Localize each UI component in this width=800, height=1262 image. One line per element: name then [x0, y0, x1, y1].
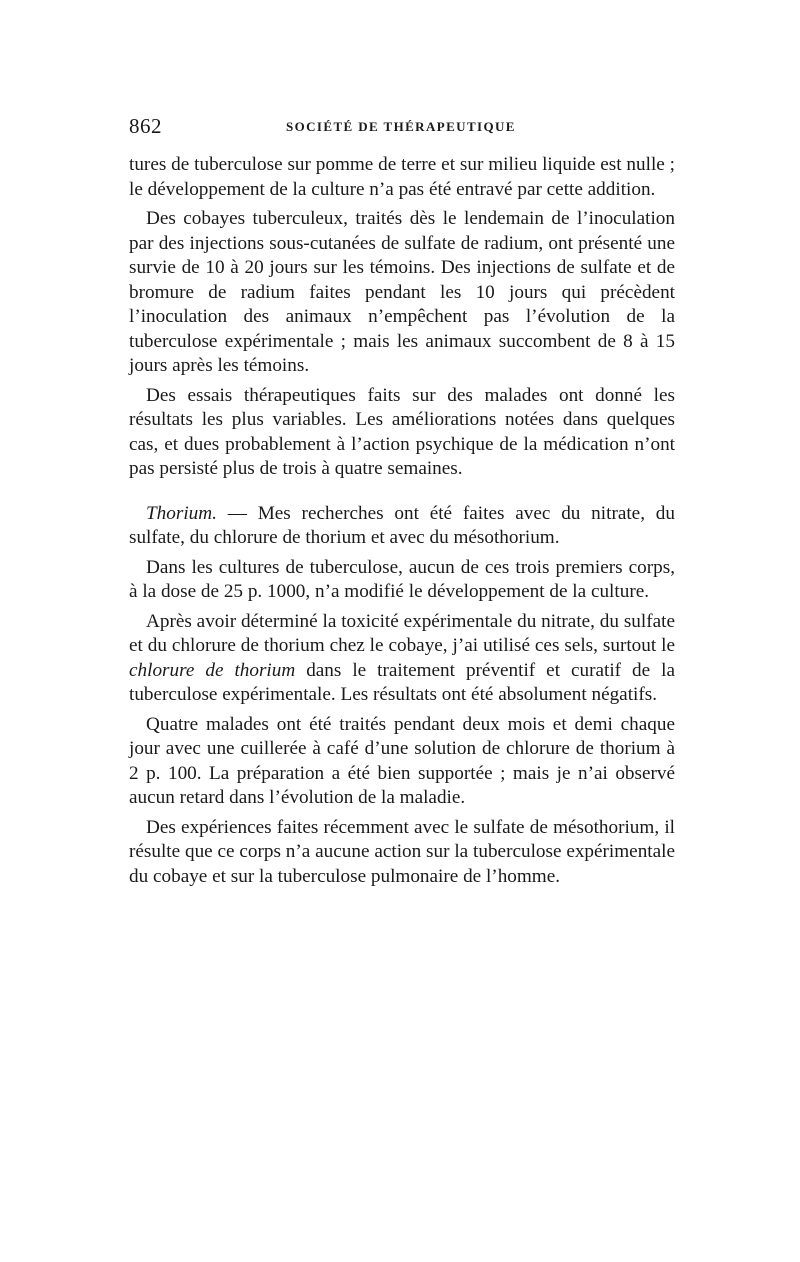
page-header: [129, 114, 675, 138]
paragraph-mesothorium: [129, 816, 675, 890]
paragraph-text: dans le traitement préventif et curatif de la tuberculose expérimentale. Les résultats ont été absolument négatifs.: [129, 659, 675, 705]
page-number: 862: [129, 114, 162, 138]
paragraph-radium-cobayes: [129, 207, 675, 379]
paragraph-text: Des essais thérapeutiques faits sur des malades ont donné les résultats les plus variables. Les améliorations notées dans quelques cas, et dues probablement à l’action psychique de la médication n’ont pas persisté plus de trois à quatre semaines.: [129, 384, 675, 479]
paragraph-thorium-intro: [129, 502, 675, 551]
paragraph-culture-continuation: [129, 153, 675, 202]
italic-term: chlorure de thorium: [129, 659, 296, 681]
section-heading-thorium: Thorium.: [146, 502, 217, 524]
paragraph-text: Quatre malades ont été traités pendant deux mois et demi chaque jour avec une cuillerée à café d’une solution de chlorure de thorium à 2 p. 100. La préparation a été bien supportée ; mais je n’ai observé aucun retard dans l’évolution de la maladie.: [129, 713, 675, 808]
paragraph-text: Après avoir déterminé la toxicité expérimentale du nitrate, du sulfate et du chlorure de thorium chez le cobaye, j’ai utilisé ces sels, surtout le: [129, 610, 675, 656]
paragraph-text: — Mes recherches ont été faites avec du nitrate, du sulfate, du chlorure de thorium et avec du mésothorium.: [129, 502, 675, 548]
running-title: SOCIÉTÉ DE THÉRAPEUTIQUE: [286, 119, 516, 134]
body-text: [129, 153, 675, 889]
paragraph-text: Des expériences faites récemment avec le sulfate de mésothorium, il résulte que ce corps n’a aucune action sur la tuberculose expérimentale du cobaye et sur la tuberculose pulmonaire de l’homme.: [129, 816, 675, 887]
paragraph-text: Dans les cultures de tuberculose, aucun de ces trois premiers corps, à la dose de 25 p. 1000, n’a modifié le développement de la culture.: [129, 556, 675, 602]
paragraph-radium-malades: [129, 384, 675, 482]
paragraph-thorium-malades: [129, 713, 675, 811]
paragraph-text: tures de tuberculose sur pomme de terre et sur milieu liquide est nulle ; le développement de la culture n’a pas été entravé par cette addition.: [129, 154, 675, 200]
paragraph-thorium-toxicite: [129, 610, 675, 708]
paragraph-text: Des cobayes tuberculeux, traités dès le lendemain de l’inoculation par des injections sous-cutanées de sulfate de radium, ont présenté une survie de 10 à 20 jours sur les témoins. Des injections de sulfate et de bromure de radium faites pendant les 10 jours qui précèdent l’inoculation des animaux n’empêchent pas l’évolution de la tuberculose expérimentale ; mais les animaux succombent de 8 à 15 jours après les témoins.: [129, 208, 675, 376]
paragraph-thorium-cultures: [129, 556, 675, 605]
